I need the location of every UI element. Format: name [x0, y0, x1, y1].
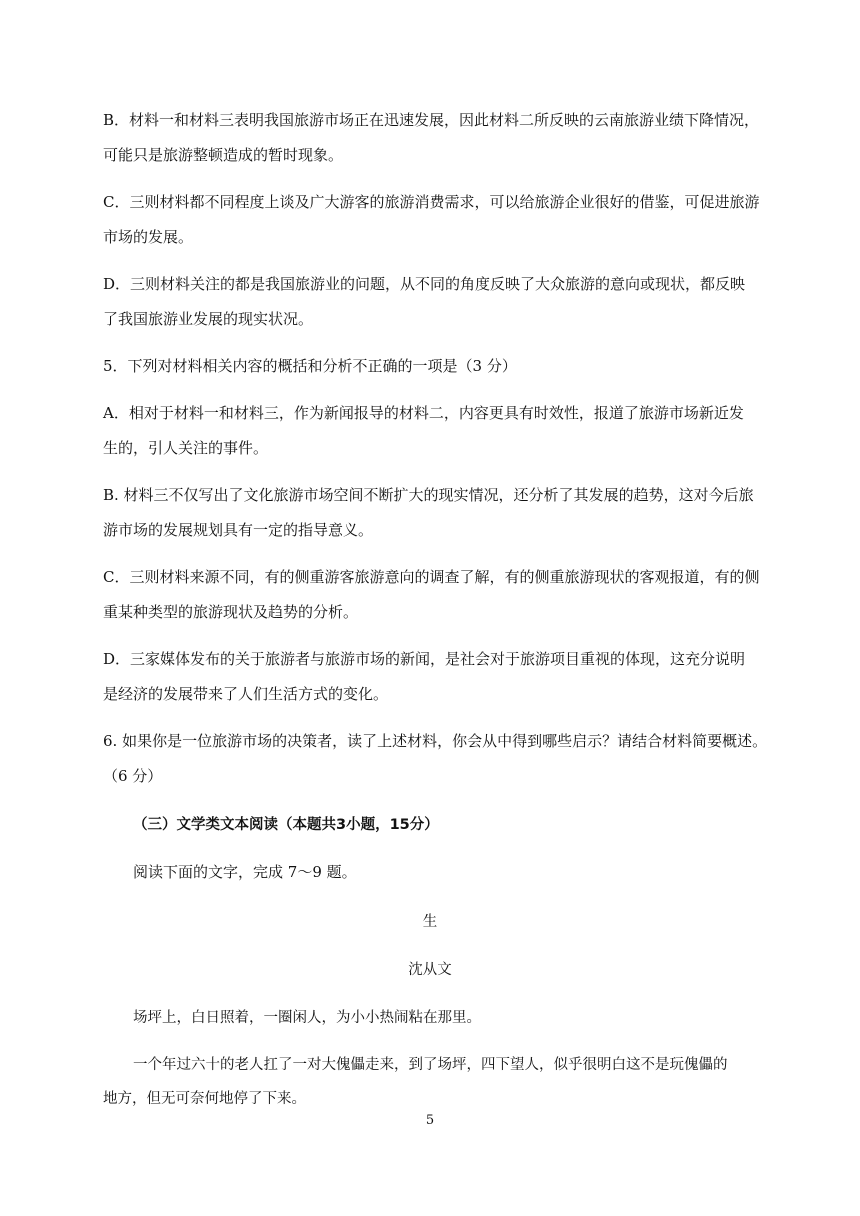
- q5-option-c-line1: C．三则材料来源不同，有的侧重游客旅游意向的调查了解，有的侧重旅游现状的客观报道，有的侧: [103, 568, 760, 586]
- q4-option-d-line1: D．三则材料关注的都是我国旅游业的问题，从不同的角度反映了大众旅游的意向或现状，都反映: [103, 275, 746, 293]
- q5-option-d-line1: D．三家媒体发布的关于旅游者与旅游市场的新闻，是社会对于旅游项目重视的体现，这充分说明: [103, 650, 746, 668]
- q5-option-b-line1: B. 材料三不仅写出了文化旅游市场空间不断扩大的现实情况，还分析了其发展的趋势，这对今后旅: [103, 486, 754, 504]
- q4-option-c-line1: C．三则材料都不同程度上谈及广大游客的旅游消费需求，可以给旅游企业很好的借鉴，可促进旅游: [103, 193, 760, 211]
- story-title: 生: [422, 914, 438, 930]
- q5-stem: 5．下列对材料相关内容的概括和分析不正确的一项是（3 分）: [103, 357, 517, 375]
- q4-option-b-line2: 可能只是旅游整顿造成的暂时现象。: [103, 146, 344, 164]
- story-paragraph-1: 场坪上，白日照着，一圈闲人，为小小热闹粘在那里。: [133, 1010, 481, 1026]
- story-author: 沈从文: [408, 962, 452, 978]
- q5-option-b-line2: 游市场的发展规划具有一定的指导意义。: [103, 521, 374, 539]
- page-number: 5: [425, 1113, 435, 1128]
- q6-line1: 6. 如果你是一位旅游市场的决策者，读了上述材料，你会从中得到哪些启示？请结合材料简要概述。: [103, 732, 768, 750]
- section-instruction: 阅读下面的文字，完成 7～9 题。: [133, 863, 357, 881]
- q5-option-d-line2: 是经济的发展带来了人们生活方式的变化。: [103, 685, 389, 703]
- q5-option-c-line2: 重某种类型的旅游现状及趋势的分析。: [103, 603, 359, 621]
- story-paragraph-2-line2: 地方，但无可奈何地停了下来。: [103, 1091, 306, 1107]
- q4-option-d-line2: 了我国旅游业发展的现实状况。: [103, 310, 314, 328]
- q4-option-c-line2: 市场的发展。: [103, 228, 194, 246]
- q5-option-a-line1: A．相对于材料一和材料三，作为新闻报导的材料二，内容更具有时效性，报道了旅游市场新近发: [103, 404, 744, 422]
- q4-option-b-line1: B．材料一和材料三表明我国旅游市场正在迅速发展，因此材料二所反映的云南旅游业绩下降情况，: [103, 111, 760, 129]
- q6-line2: （6 分）: [103, 767, 163, 785]
- q5-option-a-line2: 生的，引人关注的事件。: [103, 439, 269, 457]
- section-heading: （三）文学类文本阅读（本题共3小题，15分）: [133, 817, 439, 833]
- story-paragraph-2-line1: 一个年过六十的老人扛了一对大傀儡走来，到了场坪，四下望人，似乎很明白这不是玩傀儡的: [133, 1057, 728, 1073]
